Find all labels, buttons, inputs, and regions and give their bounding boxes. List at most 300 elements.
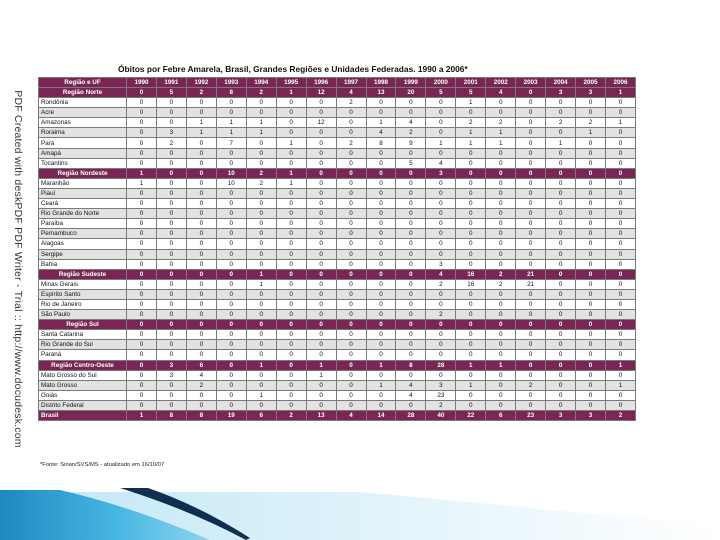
cell-value: 1: [546, 138, 576, 148]
cell-value: 2: [276, 411, 306, 421]
cell-value: 0: [396, 310, 426, 320]
cell-value: 0: [546, 390, 576, 400]
cell-value: 0: [336, 400, 366, 410]
cell-value: 2: [486, 269, 516, 279]
cell-value: 0: [127, 239, 157, 249]
cell-value: 7: [216, 138, 246, 148]
cell-value: 0: [216, 340, 246, 350]
state-row: [39, 108, 636, 118]
cell-value: 0: [426, 199, 456, 209]
cell-value: 0: [336, 108, 366, 118]
cell-value: 2: [246, 168, 276, 178]
cell-value: 1: [456, 360, 486, 370]
row-label: Bahia: [39, 259, 127, 269]
cell-value: 0: [156, 168, 186, 178]
cell-value: 0: [276, 370, 306, 380]
cell-value: 0: [306, 128, 336, 138]
cell-value: 0: [486, 380, 516, 390]
cell-value: 0: [456, 370, 486, 380]
cell-value: 0: [216, 360, 246, 370]
row-label: Pernambuco: [39, 229, 127, 239]
cell-value: 0: [186, 320, 216, 330]
cell-value: 0: [516, 289, 546, 299]
cell-value: 1: [276, 178, 306, 188]
cell-value: 0: [336, 178, 366, 188]
cell-value: 0: [246, 209, 276, 219]
cell-value: 0: [456, 158, 486, 168]
cell-value: 0: [546, 229, 576, 239]
cell-value: 0: [606, 199, 636, 209]
state-row: [39, 370, 636, 380]
row-label: Tocantins: [39, 158, 127, 168]
cell-value: 0: [576, 178, 606, 188]
row-label: Região Sul: [39, 320, 127, 330]
cell-value: 0: [336, 279, 366, 289]
table-title: Óbitos por Febre Amarela, Brasil, Grandes Regiões e Unidades Federadas. 1990 a 2006*: [118, 64, 468, 74]
cell-value: 0: [127, 320, 157, 330]
cell-value: 12: [306, 88, 336, 98]
cell-value: 0: [486, 320, 516, 330]
cell-value: 4: [396, 390, 426, 400]
cell-value: 0: [576, 279, 606, 289]
cell-value: 3: [576, 88, 606, 98]
cell-value: 0: [546, 370, 576, 380]
cell-value: 0: [216, 400, 246, 410]
cell-value: 0: [306, 380, 336, 390]
cell-value: 0: [486, 249, 516, 259]
cell-value: 0: [127, 199, 157, 209]
cell-value: 0: [127, 188, 157, 198]
cell-value: 2: [186, 380, 216, 390]
row-label: Rio Grande do Sul: [39, 340, 127, 350]
cell-value: 0: [606, 239, 636, 249]
cell-value: 0: [156, 299, 186, 309]
cell-value: 0: [186, 279, 216, 289]
cell-value: 1: [486, 138, 516, 148]
cell-value: 0: [396, 370, 426, 380]
cell-value: 0: [576, 219, 606, 229]
cell-value: 0: [276, 279, 306, 289]
cell-value: 0: [127, 158, 157, 168]
cell-value: 0: [456, 310, 486, 320]
cell-value: 0: [576, 229, 606, 239]
region-row: [39, 168, 636, 178]
row-label: Piauí: [39, 188, 127, 198]
cell-value: 16: [456, 269, 486, 279]
cell-value: 0: [426, 219, 456, 229]
cell-value: 1: [186, 128, 216, 138]
cell-value: 2: [456, 118, 486, 128]
cell-value: 20: [396, 88, 426, 98]
cell-value: 2: [396, 128, 426, 138]
cell-value: 4: [336, 88, 366, 98]
cell-value: 0: [246, 158, 276, 168]
cell-value: 0: [426, 340, 456, 350]
cell-value: 0: [366, 178, 396, 188]
cell-value: 0: [216, 188, 246, 198]
cell-value: 0: [246, 229, 276, 239]
cell-value: 0: [336, 239, 366, 249]
row-label: Paraíba: [39, 219, 127, 229]
cell-value: 0: [546, 380, 576, 390]
cell-value: 0: [366, 330, 396, 340]
cell-value: 0: [516, 320, 546, 330]
cell-value: 2: [246, 178, 276, 188]
cell-value: 0: [306, 98, 336, 108]
cell-value: 1: [246, 128, 276, 138]
cell-value: 0: [456, 148, 486, 158]
state-row: [39, 128, 636, 138]
cell-value: 28: [396, 411, 426, 421]
header-year: 1996: [306, 78, 336, 88]
cell-value: 0: [606, 209, 636, 219]
cell-value: 0: [606, 229, 636, 239]
cell-value: 0: [276, 269, 306, 279]
cell-value: 1: [366, 360, 396, 370]
cell-value: 0: [456, 289, 486, 299]
cell-value: 0: [366, 320, 396, 330]
cell-value: 0: [127, 138, 157, 148]
cell-value: 4: [366, 128, 396, 138]
state-row: [39, 390, 636, 400]
cell-value: 0: [216, 350, 246, 360]
cell-value: 0: [516, 249, 546, 259]
cell-value: 0: [516, 158, 546, 168]
cell-value: 0: [127, 299, 157, 309]
header-year: 2004: [546, 78, 576, 88]
row-label: Maranhão: [39, 178, 127, 188]
cell-value: 1: [576, 128, 606, 138]
cell-value: 0: [306, 158, 336, 168]
cell-value: 0: [336, 249, 366, 259]
cell-value: 1: [366, 118, 396, 128]
cell-value: 0: [156, 269, 186, 279]
cell-value: 0: [366, 279, 396, 289]
cell-value: 0: [156, 340, 186, 350]
table-body: [39, 88, 636, 421]
cell-value: 0: [127, 269, 157, 279]
cell-value: 0: [276, 188, 306, 198]
cell-value: 0: [156, 310, 186, 320]
cell-value: 0: [216, 148, 246, 158]
cell-value: 0: [276, 209, 306, 219]
cell-value: 0: [306, 390, 336, 400]
cell-value: 0: [156, 209, 186, 219]
cell-value: 0: [127, 209, 157, 219]
cell-value: 0: [246, 299, 276, 309]
cell-value: 0: [186, 219, 216, 229]
region-row: [39, 360, 636, 370]
cell-value: 0: [546, 188, 576, 198]
cell-value: 0: [546, 279, 576, 289]
cell-value: 2: [336, 98, 366, 108]
header-year: 1998: [366, 78, 396, 88]
header-year: 2001: [456, 78, 486, 88]
cell-value: 0: [606, 108, 636, 118]
cell-value: 0: [516, 360, 546, 370]
cell-value: 0: [127, 88, 157, 98]
cell-value: 0: [516, 340, 546, 350]
cell-value: 0: [246, 199, 276, 209]
state-row: [39, 350, 636, 360]
cell-value: 0: [576, 360, 606, 370]
cell-value: 0: [186, 168, 216, 178]
cell-value: 0: [396, 289, 426, 299]
cell-value: 0: [366, 108, 396, 118]
cell-value: 0: [396, 340, 426, 350]
cell-value: 3: [426, 168, 456, 178]
cell-value: 0: [486, 178, 516, 188]
cell-value: 0: [186, 249, 216, 259]
cell-value: 0: [216, 310, 246, 320]
cell-value: 0: [486, 340, 516, 350]
cell-value: 0: [336, 269, 366, 279]
cell-value: 0: [576, 289, 606, 299]
cell-value: 4: [186, 370, 216, 380]
cell-value: 0: [216, 279, 246, 289]
cell-value: 0: [127, 118, 157, 128]
cell-value: 0: [336, 370, 366, 380]
cell-value: 0: [456, 259, 486, 269]
cell-value: 0: [246, 310, 276, 320]
cell-value: 0: [486, 299, 516, 309]
cell-value: 0: [606, 279, 636, 289]
row-label: Região Nordeste: [39, 168, 127, 178]
cell-value: 0: [127, 360, 157, 370]
state-row: [39, 188, 636, 198]
cell-value: 0: [456, 108, 486, 118]
state-row: [39, 340, 636, 350]
cell-value: 0: [246, 370, 276, 380]
cell-value: 0: [606, 178, 636, 188]
cell-value: 0: [486, 158, 516, 168]
cell-value: 0: [516, 178, 546, 188]
cell-value: 0: [576, 259, 606, 269]
cell-value: 0: [546, 259, 576, 269]
cell-value: 3: [156, 360, 186, 370]
cell-value: 0: [276, 380, 306, 390]
cell-value: 0: [306, 310, 336, 320]
cell-value: 0: [426, 249, 456, 259]
cell-value: 0: [546, 219, 576, 229]
cell-value: 0: [306, 350, 336, 360]
decorative-swoosh: [0, 486, 720, 540]
cell-value: 0: [516, 330, 546, 340]
cell-value: 0: [186, 199, 216, 209]
cell-value: 0: [276, 350, 306, 360]
row-label: Distrito Federal: [39, 400, 127, 410]
cell-value: 0: [127, 229, 157, 239]
cell-value: 0: [576, 400, 606, 410]
state-row: [39, 138, 636, 148]
cell-value: 0: [276, 249, 306, 259]
cell-value: 0: [486, 259, 516, 269]
cell-value: 1: [127, 178, 157, 188]
header-year: 1990: [127, 78, 157, 88]
cell-value: 0: [366, 269, 396, 279]
cell-value: 0: [306, 340, 336, 350]
row-label: Amazonas: [39, 118, 127, 128]
cell-value: 0: [216, 209, 246, 219]
cell-value: 0: [546, 340, 576, 350]
cell-value: 0: [606, 148, 636, 158]
cell-value: 0: [246, 148, 276, 158]
cell-value: 4: [486, 88, 516, 98]
cell-value: 2: [576, 118, 606, 128]
cell-value: 0: [127, 400, 157, 410]
region-row: [39, 269, 636, 279]
cell-value: 0: [396, 168, 426, 178]
cell-value: 0: [186, 350, 216, 360]
cell-value: 0: [366, 148, 396, 158]
cell-value: 0: [516, 239, 546, 249]
cell-value: 0: [336, 199, 366, 209]
cell-value: 0: [336, 158, 366, 168]
cell-value: 0: [306, 249, 336, 259]
cell-value: 8: [396, 360, 426, 370]
cell-value: 0: [456, 188, 486, 198]
cell-value: 0: [366, 168, 396, 178]
cell-value: 21: [516, 279, 546, 289]
state-row: [39, 148, 636, 158]
cell-value: 0: [306, 320, 336, 330]
cell-value: 0: [246, 400, 276, 410]
cell-value: 0: [456, 320, 486, 330]
cell-value: 0: [246, 188, 276, 198]
cell-value: 0: [516, 199, 546, 209]
cell-value: 0: [486, 400, 516, 410]
cell-value: 0: [456, 340, 486, 350]
cell-value: 0: [516, 219, 546, 229]
cell-value: 0: [426, 299, 456, 309]
cell-value: 1: [127, 411, 157, 421]
cell-value: 0: [606, 340, 636, 350]
cell-value: 0: [486, 390, 516, 400]
cell-value: 0: [426, 289, 456, 299]
cell-value: 0: [336, 148, 366, 158]
cell-value: 0: [186, 138, 216, 148]
cell-value: 0: [216, 239, 246, 249]
pdf-watermark: PDF Created with deskPDF PDF Writer - Trial :: http://www.docudesk.com: [12, 90, 24, 448]
cell-value: 10: [216, 178, 246, 188]
row-label: Roraima: [39, 128, 127, 138]
row-label: Região Sudeste: [39, 269, 127, 279]
cell-value: 0: [336, 310, 366, 320]
cell-value: 0: [546, 360, 576, 370]
cell-value: 0: [516, 209, 546, 219]
cell-value: 2: [186, 88, 216, 98]
cell-value: 0: [336, 350, 366, 360]
state-row: [39, 299, 636, 309]
cell-value: 1: [127, 168, 157, 178]
cell-value: 0: [306, 269, 336, 279]
cell-value: 0: [396, 279, 426, 289]
cell-value: 0: [426, 330, 456, 340]
cell-value: 0: [546, 108, 576, 118]
cell-value: 12: [306, 118, 336, 128]
cell-value: 0: [396, 178, 426, 188]
row-label: Região Norte: [39, 88, 127, 98]
cell-value: 0: [186, 148, 216, 158]
row-label: Ceará: [39, 199, 127, 209]
cell-value: 0: [606, 219, 636, 229]
row-label: Santa Catarina: [39, 330, 127, 340]
cell-value: 0: [156, 249, 186, 259]
cell-value: 0: [216, 108, 246, 118]
cell-value: 0: [127, 340, 157, 350]
cell-value: 0: [456, 390, 486, 400]
cell-value: 0: [216, 259, 246, 269]
cell-value: 0: [546, 400, 576, 410]
cell-value: 0: [426, 320, 456, 330]
cell-value: 0: [426, 128, 456, 138]
cell-value: 0: [276, 259, 306, 269]
cell-value: 0: [366, 310, 396, 320]
cell-value: 1: [456, 380, 486, 390]
cell-value: 0: [606, 390, 636, 400]
cell-value: 2: [486, 118, 516, 128]
cell-value: 0: [546, 239, 576, 249]
cell-value: 13: [306, 411, 336, 421]
row-label: Alagoas: [39, 239, 127, 249]
cell-value: 0: [186, 209, 216, 219]
cell-value: 0: [156, 219, 186, 229]
cell-value: 0: [576, 168, 606, 178]
cell-value: 0: [246, 98, 276, 108]
cell-value: 0: [336, 360, 366, 370]
row-label: Paraná: [39, 350, 127, 360]
cell-value: 0: [456, 249, 486, 259]
cell-value: 0: [546, 199, 576, 209]
cell-value: 0: [546, 289, 576, 299]
cell-value: 0: [186, 340, 216, 350]
header-year: 2005: [576, 78, 606, 88]
cell-value: 0: [486, 289, 516, 299]
state-row: [39, 239, 636, 249]
cell-value: 22: [456, 411, 486, 421]
cell-value: 0: [366, 350, 396, 360]
cell-value: 0: [456, 168, 486, 178]
cell-value: 0: [216, 390, 246, 400]
cell-value: 0: [156, 148, 186, 158]
state-row: [39, 98, 636, 108]
cell-value: 2: [606, 411, 636, 421]
cell-value: 0: [127, 249, 157, 259]
cell-value: 0: [396, 259, 426, 269]
cell-value: 0: [456, 239, 486, 249]
cell-value: 0: [576, 390, 606, 400]
state-row: [39, 279, 636, 289]
cell-value: 3: [156, 370, 186, 380]
state-row: [39, 229, 636, 239]
cell-value: 0: [186, 178, 216, 188]
cell-value: 0: [336, 168, 366, 178]
cell-value: 0: [576, 199, 606, 209]
cell-value: 0: [366, 340, 396, 350]
header-year: 1995: [276, 78, 306, 88]
cell-value: 0: [366, 249, 396, 259]
cell-value: 0: [546, 330, 576, 340]
cell-value: 0: [306, 219, 336, 229]
cell-value: 0: [366, 239, 396, 249]
cell-value: 0: [396, 148, 426, 158]
cell-value: 10: [216, 168, 246, 178]
state-row: [39, 199, 636, 209]
cell-value: 0: [186, 188, 216, 198]
cell-value: 0: [276, 128, 306, 138]
cell-value: 8: [366, 138, 396, 148]
cell-value: 0: [396, 199, 426, 209]
